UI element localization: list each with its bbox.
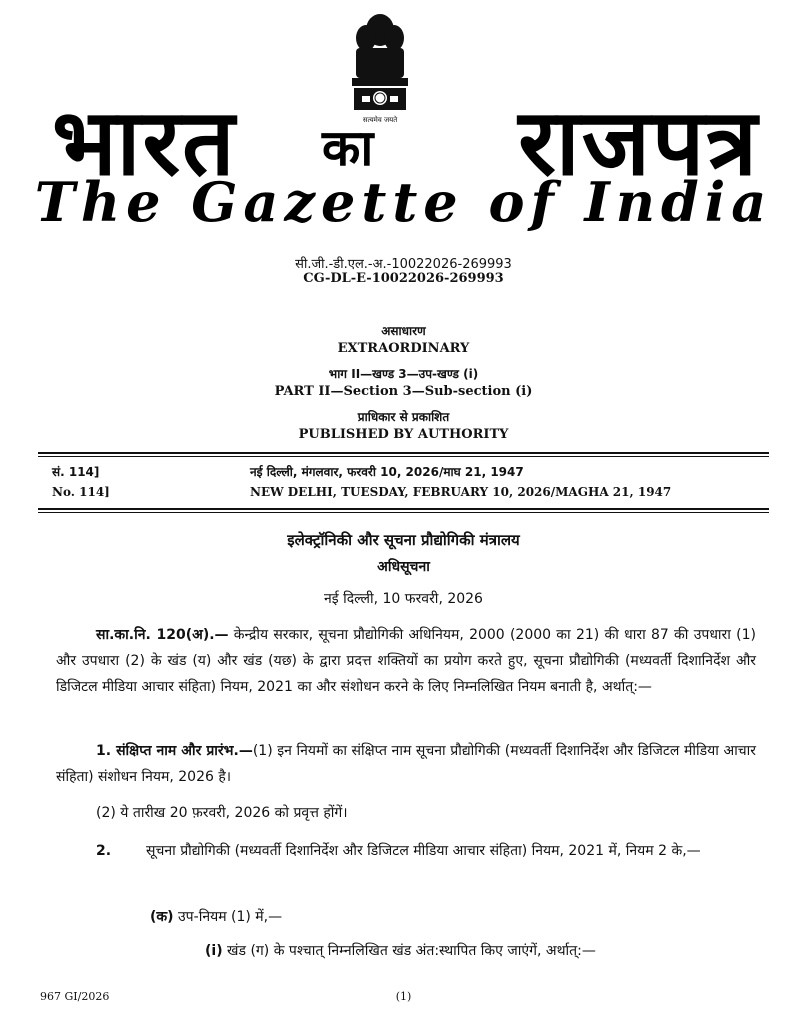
masthead-hindi-bharat: भारत <box>52 89 237 196</box>
notification-number: सा.का.नि. 120(अ).— <box>96 627 229 643</box>
paragraph-sub-ka <box>150 904 750 930</box>
masthead-english: The Gazette of India <box>34 170 773 234</box>
paragraph-rule-1 <box>56 738 756 790</box>
issue-date-hindi: नई दिल्ली, मंगलवार, फरवरी 10, 2026/माघ 21, 1947 <box>250 465 524 479</box>
rule-2-number: 2. <box>96 843 112 859</box>
divider <box>38 512 769 513</box>
gazette-code-hindi: सी.जी.-डी.एल.-अ.-10022026-269993 <box>295 257 512 272</box>
footer-code: 967 GI/2026 <box>40 990 110 1003</box>
extraordinary-hindi: असाधारण <box>381 324 426 338</box>
masthead-hindi-ka: का <box>322 119 374 177</box>
issue-number-hindi: सं. 114] <box>52 465 100 479</box>
sub-i-label: (i) <box>205 943 223 959</box>
divider <box>38 456 769 457</box>
paragraph-rule-2 <box>56 838 756 864</box>
preamble-text: केन्द्रीय सरकार, सूचना प्रौद्योगिकी अधिनियम, 2000 (2000 का 21) की धारा 87 की उपधारा (1) और उपधारा (2) के खंड (य) और खंड (यछ) के द्वारा प्रदत्त शक्तियों का प्रयोग करते हुए, सूचना प्रौद्योगिकी (मध्यवर्ती दिशानिर्देश और डिजिटल मीडिया आचार संहिता) नियम, 2021 का और संशोधन करने के लिए निम्नलिखित नियम बनाती है, अर्थात्:— <box>56 627 756 695</box>
rule-1-heading: 1. संक्षिप्त नाम और प्रारंभ.— <box>96 743 253 759</box>
issue-number-english: No. 114] <box>52 485 110 499</box>
extraordinary-english: EXTRAORDINARY <box>337 341 470 356</box>
sub-ka-label: (क) <box>150 909 174 925</box>
divider <box>38 508 769 510</box>
sub-ka-text: उप-नियम (1) में,— <box>173 909 283 925</box>
page-number: (1) <box>395 990 412 1003</box>
notification-heading: अधिसूचना <box>377 559 430 575</box>
issue-date-english: NEW DELHI, TUESDAY, FEBRUARY 10, 2026/MAGHA 21, 1947 <box>250 485 672 499</box>
emblem-motto: सत्यमेव जयते <box>362 116 398 124</box>
part-section-english: PART II—Section 3—Sub-section (i) <box>274 384 533 399</box>
published-by-hindi: प्राधिकार से प्रकाशित <box>357 410 450 424</box>
divider <box>38 452 769 454</box>
published-by-english: PUBLISHED BY AUTHORITY <box>298 427 509 442</box>
gazette-code-english: CG-DL-E-10022026-269993 <box>303 271 504 286</box>
masthead-hindi-rajpatra: राजपत्र <box>518 89 759 196</box>
ministry-heading: इलेक्ट्रॉनिकी और सूचना प्रौद्योगिकी मंत्रालय <box>287 531 520 549</box>
rule-2-text: सूचना प्रौद्योगिकी (मध्यवर्ती दिशानिर्देश और डिजिटल मीडिया आचार संहिता) नियम, 2021 में, नियम 2 के,— <box>146 843 701 859</box>
paragraph-rule-1-2: (2) ये तारीख 20 फ़रवरी, 2026 को प्रवृत्त होंगें। <box>96 805 348 821</box>
masthead-hindi <box>40 76 767 196</box>
rule-1-text: (1) इन नियमों का संक्षिप्त नाम सूचना प्रौद्योगिकी (मध्यवर्ती दिशानिर्देश और डिजिटल मीडिया आचार संहिता) संशोधन नियम, 2026 है। <box>56 743 756 785</box>
dateline: नई दिल्ली, 10 फरवरी, 2026 <box>324 591 483 607</box>
part-section-hindi: भाग II—खण्ड 3—उप-खण्ड (i) <box>328 367 479 381</box>
paragraph-preamble <box>56 622 756 700</box>
paragraph-sub-i <box>205 938 765 964</box>
sub-i-text: खंड (ग) के पश्चात् निम्नलिखित खंड अंत:स्थापित किए जाएंगें, अर्थात्:— <box>222 943 596 959</box>
